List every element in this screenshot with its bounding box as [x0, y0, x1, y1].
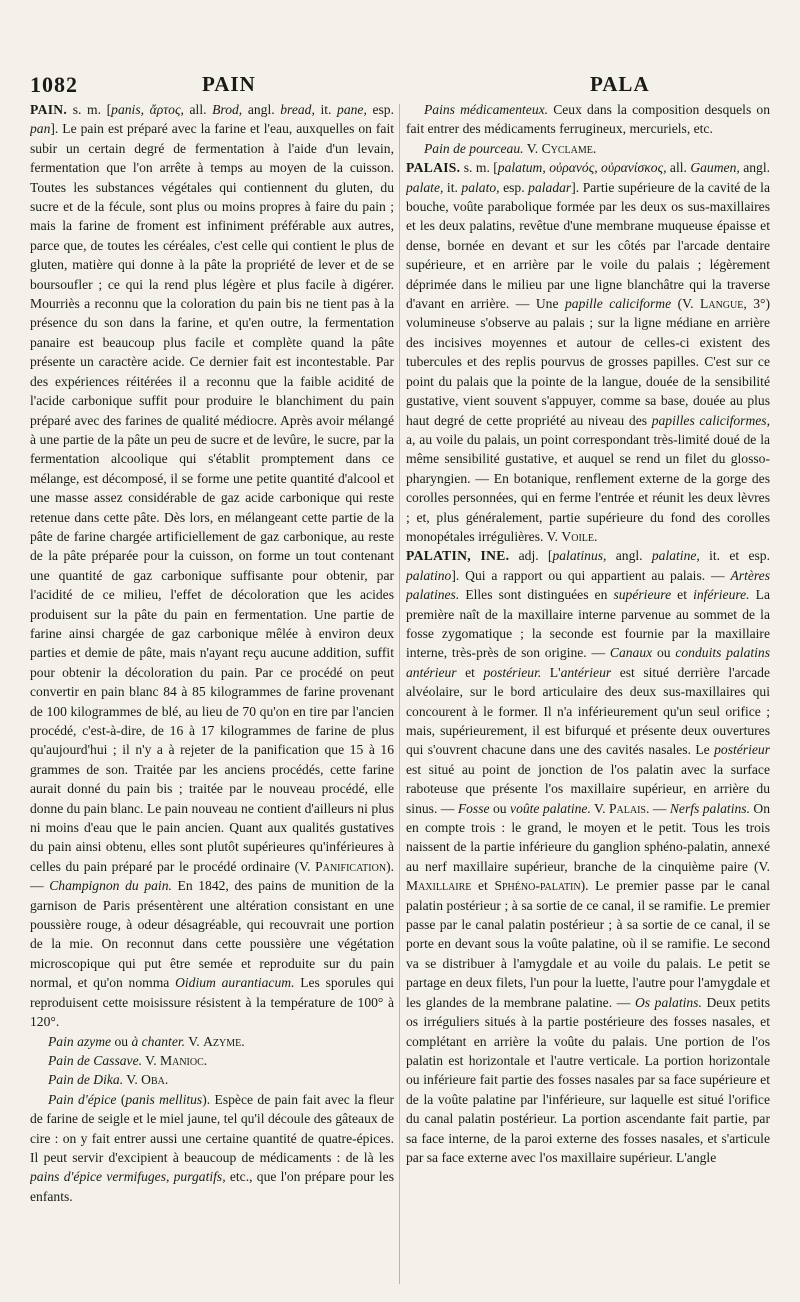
text-run: a, au voile du palais, un point correspondant très-limité doué de la même sensibilité gustative, et auquel se rend un filet du glosso-pharyngien. — En botanique, renflement externe de la gorge des corolles personnées, qui en ferme l'entrée et réunit les deux lèvres ; et, plus généralement, partie supérieure du fond des corolles monopétales irrégulières. V. — [406, 431, 770, 544]
text-run: it. — [443, 179, 462, 195]
text-run: pane, — [337, 102, 367, 117]
text-run: ou — [652, 645, 676, 661]
text-run: Palais. — [608, 800, 650, 816]
text-run: ( — [116, 1091, 126, 1107]
text-run: pan — [30, 121, 51, 137]
text-run: V. — [523, 140, 542, 156]
text-run: et — [671, 587, 694, 603]
text-run: ἄρτος, — [149, 102, 184, 117]
entry-paragraph — [30, 1032, 394, 1051]
text-run: et — [471, 878, 495, 894]
text-run: etc., que l'on prépare pour les enfants. — [30, 1169, 394, 1204]
text-run: V. — [185, 1033, 204, 1049]
text-run: Maxillaire — [406, 878, 472, 894]
text-run: panis mellitus — [125, 1091, 203, 1107]
text-run: Fosse — [457, 800, 490, 816]
text-run: Oba. — [141, 1072, 169, 1088]
text-run: supérieure — [613, 587, 672, 603]
text-run: En 1842, des pains de munition de la garnison de Paris présentèrent une altération consistant en une poussière rouge, à odeur désagréable, qui recouvrait une portion de la mie. On reconnut dans cette poussière une végétation microscopique qui put être semée et reproduite sur du pain normal, et qu'on nomma — [30, 878, 394, 991]
text-run: pains d'épice vermifuges, purgatifs, — [30, 1169, 226, 1185]
text-run: Panification — [315, 858, 387, 874]
text-run: ]. Partie supérieure de la cavité de la bouche, voûte parabolique formée par les deux os sus-maxillaires et les deux palatins, revêtue d'une membrane muqueuse épaisse et dense, bornée en devant et sur les côtés par l'arcade dentaire supérieure, et en arrière par le voile du palais ; légèrement déprimée dans le milieu par une ligne blanchâtre qui la traverse d'avant en arrière. — Une — [406, 179, 770, 312]
headword: PALATIN, INE. — [406, 548, 510, 564]
text-run: Artères palatines. — [406, 567, 770, 603]
text-run: s. m. [ — [67, 102, 112, 117]
text-run: L' — [541, 664, 561, 680]
text-run: (V. — [671, 296, 701, 312]
text-run: ou — [111, 1033, 132, 1049]
text-run: palatinus, — [552, 548, 607, 564]
text-run: conduits palatins antérieur — [406, 645, 770, 680]
headword: PAIN. — [30, 102, 68, 117]
entry-paragraph — [30, 1070, 394, 1089]
text-run: Oidium aurantiacum. — [175, 975, 295, 991]
text-run: postérieur. — [483, 664, 542, 680]
text-run: palato, — [461, 179, 500, 195]
entry-paragraph — [406, 100, 770, 139]
text-run: angl. — [606, 548, 652, 564]
text-run: Pain de Cassave. — [48, 1052, 143, 1068]
text-run: Azyme. — [203, 1033, 245, 1049]
text-run: à chanter. — [131, 1033, 186, 1049]
text-run: adj. [ — [509, 548, 553, 564]
text-run: Pain d'épice — [48, 1091, 117, 1107]
text-run: ). Le premier passe par le canal palatin postérieur ; à sa sortie de ce canal, il se ramifie. Le premier passe par le canal palatin postérieur ; à sa sortie de ce canal, il se porte en devant sous la voûte palatine, où il se ramifie. Le second va se distribuer à l'amygdale et au voile du palais. Le petit se partage en deux filets, l'un pour la luette, l'autre pour l'amygdale et les glandes de la membrane palatine. — — [406, 878, 770, 1010]
text-run: Pains médicamenteux. — [424, 102, 549, 117]
entry-paragraph — [406, 546, 770, 1167]
entry-paragraph — [30, 1051, 394, 1070]
text-run: esp. — [499, 179, 529, 195]
text-run: οὐρανός, οὐρανίσκος, — [549, 160, 667, 176]
text-run: voûte palatine. — [510, 800, 591, 816]
text-run: ]. Le pain est préparé avec la farine et l'eau, auxquelles on fait subir un certain degré de fermentation à l'aide d'un levain, fermentation que l'on arrête à temps au moyen de la cuisson. Toutes les substances végétales qui contiennent du gluten, du sucre et de la fécule, sont plus ou moins propres à faire du pain ; mais la farine de froment est infiniment préférable aux autres, parce que, de toutes les céréales, c'est celle qui contient le plus de gluten, matière qui donne à la pâte la propriété de lever et de se boursoufler ; ce qui la rend plus légère et plus facile à digérer. Mourriès a reconnu que la coloration du pain bis ne tient pas à la présence du son dans la farine, et qu'en outre, la fermentation panaire est beaucoup plus facile et complète quand la pâte présente un caractère acide. Ce dernier fait est incontestable. Par des expériences réitérées il a reconnu que la faible acidité de l'acide carbonique suffit pour produire le blanchiment du pain préparé avec des farines de qualité médiocre. Après avoir mélangé à une partie de la pâte un peu de sucre et de levûre, le sucre, par la fermentation alcoolique qui s'établit promptement dans ce mélange, est décomposé, il se forme une petite quantité d'alcool et une masse assez considérable de gaz acide carbonique qui reste retenue dans cette pâte. Dès lors, en mélangeant cette partie de la pâte de farine chargée artificiellement de gaz carbonique, au reste de la pâte préparée pour la cuisson, on forme un tout contenant une quantité de gaz carbonique suffisante pour obtenir, par l'acidité de ce milieu, l'effet de décoloration que les acides produisent sur la pâte du pain en fermentation. Une partie de farine ainsi chargée de gaz carbonique mêlée à environ deux parties et demie de pâte, mais n'ayant reçu aucune addition, suffit pour obtenir la décoloration du pain. Par ce procédé on peut convertir en pain blanc 84 à 85 kilogrammes de farine provenant de 100 kilogrammes de blé, au lieu de 70 qu'on en tire par l'ancien procédé, c'est-à-dire, de 16 à 17 kilogrammes de farine de plus qu'aujourd'hui ; il n'y a à rejeter de la panification que 15 à 16 grammes de son. Traitée par les anciens procédés, cette farine aurait donné du pain bis ; traitée par le nouveau procédé, elle donne du pain blanc. Le pain nouveau ne contient d'ailleurs ni plus ni moins d'eau que le pain ancien. Quant aux qualités gustatives du pain ainsi obtenu, elles sont plutôt supérieures qu'inférieures à celles du pain préparé par le procédé ordinaire (V. — [30, 121, 394, 874]
text-run: angl. — [242, 102, 281, 117]
text-run: angl. — [739, 160, 770, 176]
text-run: palate, — [406, 179, 444, 195]
text-run: Manioc. — [160, 1052, 208, 1068]
column-divider — [399, 104, 400, 1284]
text-run: panis, — [111, 102, 145, 117]
text-run: et — [456, 664, 484, 680]
text-run: Voile. — [561, 528, 598, 544]
entry-paragraph — [406, 139, 770, 158]
text-run: Sphéno-palatin — [494, 878, 581, 894]
text-run: La première naît de la maxillaire interne parvenue au sommet de la fosse zygomatique ; la seconde est fournie par la maxillaire interne, très-près de son origine. — — [406, 587, 770, 661]
text-run: ). — — [30, 858, 394, 894]
text-run: it. et esp. — [699, 548, 770, 564]
text-run: 3°) volumineuse s'observe au palais ; sur la ligne médiane en arrière des incisives moyennes et autour de celles-ci existent des tubercules et des replis pourvus de grosses papilles. C'est sur ce point du palais que la pointe de la langue, douée de la sensibilité gustative, vient souvent s'appuyer, comme sa base, douée au plus haut degré de cette propriété au niveau des — [406, 296, 770, 428]
right-running-head: PALA — [590, 72, 650, 96]
text-run: Ceux dans la composition desquels on fait entrer des médicaments ferrugineux, mercuriels, etc. — [406, 102, 770, 137]
running-header — [30, 72, 770, 98]
text-run: palatino — [406, 567, 452, 583]
left-column — [30, 100, 394, 1290]
text-run: palatine, — [651, 548, 700, 564]
text-run: On en compte trois : le grand, le moyen et le petit. Tous les trois naissent de la partie inférieure du ganglion sphéno-palatin, annexé au nerf maxillaire supérieur, branche de la cinquième paire (V. — [406, 800, 770, 874]
text-run: Brod, — [212, 102, 243, 117]
entry-paragraph — [30, 1090, 394, 1206]
text-run: ). Espèce de pain fait avec la fleur de farine de seigle et le miel jaune, tel qu'il découle des gâteaux de cire : on y fait entrer aussi une certaine quantité de quatre-épices. Il peut servir d'excipient à beaucoup de médicaments : de là les — [30, 1091, 394, 1165]
text-run: postérieur — [714, 742, 770, 758]
entry-paragraph — [30, 100, 394, 1032]
text-run: palatum, — [497, 160, 546, 176]
text-run: est situé au point de jonction de l'os palatin avec la surface raboteuse que présente l'os maxillaire supérieur, en arrière du sinus. — — [406, 761, 770, 816]
text-run: antérieur — [560, 664, 612, 680]
text-run: Pain de Dika. — [48, 1072, 124, 1088]
text-run: Canaux — [609, 645, 653, 661]
left-running-head: PAIN — [202, 72, 256, 96]
text-run: papilles caliciformes, — [651, 412, 770, 428]
text-run: papille caliciforme — [564, 296, 672, 312]
text-run: bread, — [280, 102, 315, 117]
text-run: Elles sont distinguées en — [459, 587, 614, 603]
text-run: Os palatins. — [634, 994, 702, 1010]
text-run: Pain de pourceau. — [424, 140, 524, 156]
text-run: est situé derrière l'arcade alvéolaire, sur le bord articulaire des deux sus-maxillaires qui concourent à le former. Il n'a inférieurement qu'un seul orifice ; mais, supérieurement, il est bifurqué et présente deux ouvertures qui s'ouvrent chacune dans une des cavités nasales. Le — [406, 664, 770, 758]
text-run: Deux petits os irréguliers situés à la partie postérieure des fosses nasales, et complétant en arrière la voûte du palais. Une portion de l'os palatin est horizontale et l'autre verticale. La portion horizontale ou inférieure fait partie des fosses nasales par sa face supérieure et de la voûte palatine par l'inférieure, sur laquelle est situé l'orifice du canal palatin postérieur. La portion ascendante fait partie, par sa face interne, de la paroi externe des fosses nasales, et s'articule par sa face externe avec l'os maxillaire supérieur. L'angle — [406, 994, 770, 1165]
headword: PALAIS. — [406, 160, 461, 176]
text-run: paladar — [528, 179, 572, 195]
text-run: Les sporules qui reproduisent cette moisissure résistent à la température de 100° à 120°. — [30, 975, 394, 1030]
page-number: 1082 — [30, 72, 78, 97]
text-run: V. — [142, 1052, 161, 1068]
text-run: esp. — [366, 102, 394, 117]
text-run: Nerfs palatins. — [669, 800, 750, 816]
text-run: it. — [314, 102, 338, 117]
right-column — [406, 100, 770, 1290]
text-run: inférieure. — [693, 587, 750, 603]
text-run: Gaumen, — [690, 160, 740, 176]
text-run: all. — [666, 160, 691, 176]
text-run: V. — [123, 1072, 142, 1088]
text-run: Cyclame. — [541, 140, 597, 156]
text-run: all. — [183, 102, 213, 117]
text-run: Champignon du pain. — [49, 878, 172, 894]
text-run: V. — [590, 800, 609, 816]
entry-paragraph — [406, 158, 770, 546]
text-run: — — [649, 800, 670, 816]
text-run: ]. Qui a rapport ou qui appartient au palais. — — [451, 567, 731, 583]
text-run: Langue, — [700, 296, 747, 312]
text-run: ou — [489, 800, 511, 816]
text-run: s. m. [ — [460, 160, 498, 176]
text-run: Pain azyme — [48, 1033, 112, 1049]
